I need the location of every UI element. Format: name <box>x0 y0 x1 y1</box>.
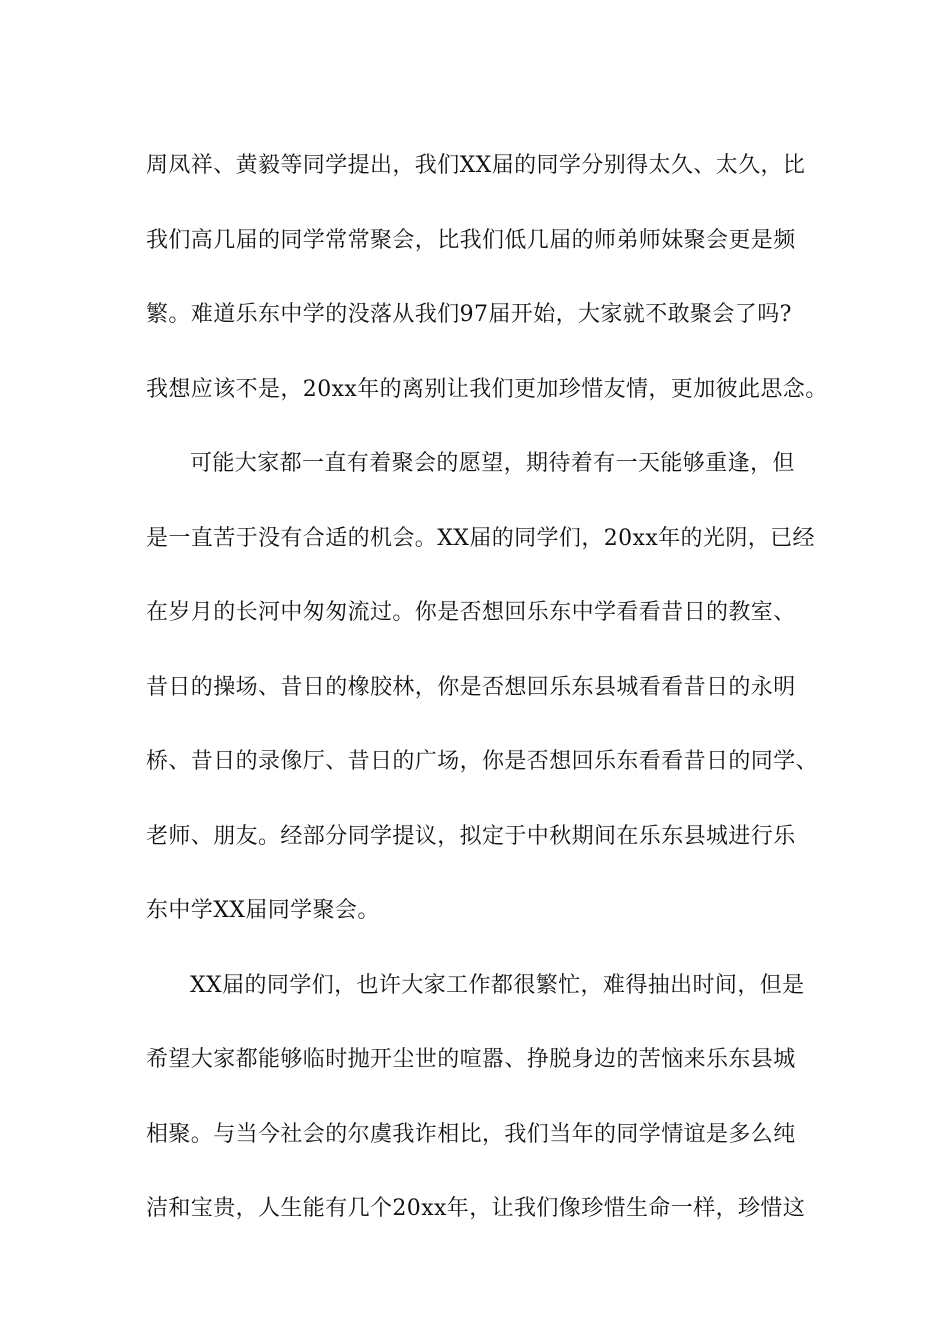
text-line: 繁。难道乐东中学的没落从我们97届开始，大家就不敢聚会了吗? <box>146 302 792 327</box>
text-line: 希望大家都能够临时抛开尘世的喧嚣、挣脱身边的苦恼来乐东县城 <box>146 1047 796 1072</box>
body-text <box>146 129 846 1247</box>
text-line: 我们高几届的同学常常聚会，比我们低几届的师弟师妹聚会更是频 <box>146 227 796 253</box>
text-line: 在岁月的长河中匆匆流过。你是否想回乐东中学看看昔日的教室、 <box>146 600 796 625</box>
text-line: 桥、昔日的录像厅、昔日的广场，你是否想回乐东看看昔日的同学、 <box>146 749 819 774</box>
paragraph-start-line: 可能大家都一直有着聚会的愿望，期待着有一天能够重逢，但 <box>190 451 795 476</box>
text-line: 东中学XX届同学聚会。 <box>146 898 380 923</box>
text-line: 相聚。与当今社会的尔虞我诈相比，我们当年的同学情谊是多么纯 <box>146 1121 796 1147</box>
text-line: 洁和宝贵，人生能有几个20xx年，让我们像珍惜生命一样，珍惜这 <box>146 1196 806 1221</box>
text-line: 我想应该不是，20xx年的离别让我们更加珍惜友情，更加彼此思念。 <box>146 376 828 402</box>
text-line: 周凤祥、黄毅等同学提出，我们XX届的同学分别得太久、太久，比 <box>146 153 806 178</box>
text-line: 昔日的操场、昔日的橡胶林，你是否想回乐东县城看看昔日的永明 <box>146 674 796 700</box>
paragraph-start-line: XX届的同学们，也许大家工作都很繁忙，难得抽出时间，但是 <box>190 972 805 998</box>
text-line: 是一直苦于没有合适的机会。XX届的同学们，20xx年的光阴，已经 <box>146 525 815 551</box>
text-line: 老师、朋友。经部分同学提议，拟定于中秋期间在乐东县城进行乐 <box>146 823 796 849</box>
